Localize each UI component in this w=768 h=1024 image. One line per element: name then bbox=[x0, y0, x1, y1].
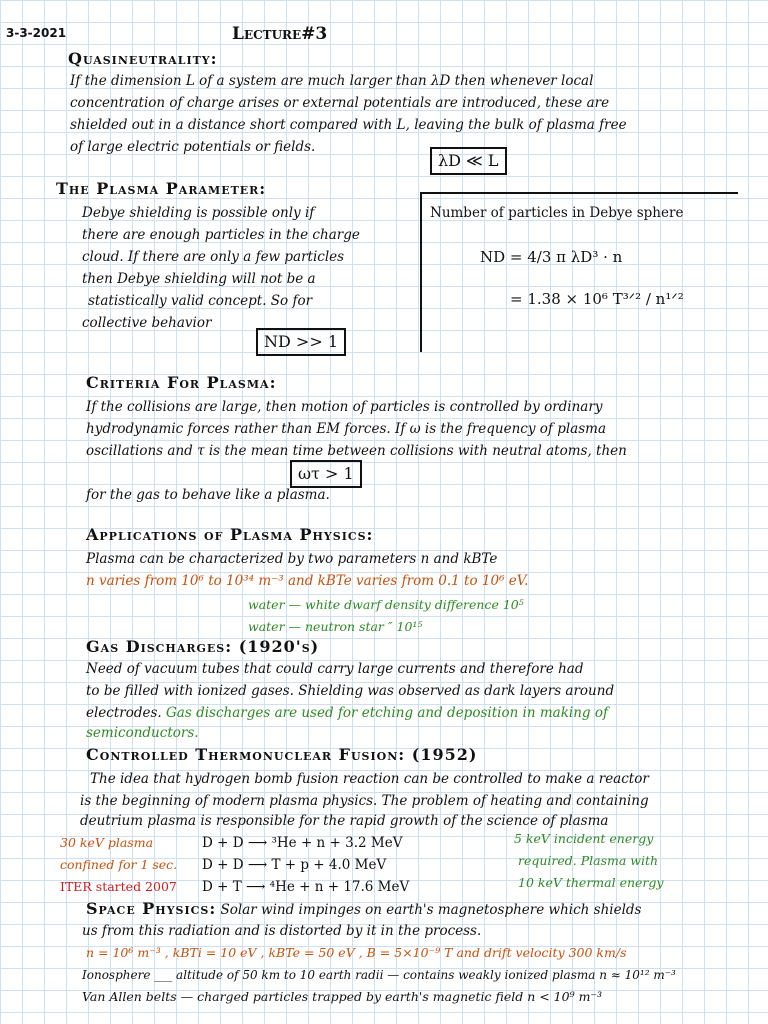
fusion-heading: Controlled Thermonuclear Fusion: (1952) bbox=[86, 745, 478, 764]
debye-sphere-title: Number of particles in Debye sphere bbox=[430, 205, 684, 221]
fusion-iter-note: ITER started 2007 bbox=[60, 879, 177, 894]
debye-sphere-box-top-border bbox=[420, 192, 738, 194]
quasi-line-3: shielded out in a distance short compared with L, leaving the bulk of plasma free bbox=[70, 117, 627, 133]
fusion-reaction-dt: D + T ⟶ ⁴He + n + 17.6 MeV bbox=[202, 879, 410, 895]
quasi-line-4: of large electric potentials or fields. bbox=[70, 139, 316, 155]
quasineutrality-heading: Quasineutrality: bbox=[68, 49, 218, 68]
space-physics-heading: Space Physics: bbox=[86, 899, 217, 918]
fusion-line-1: The idea that hydrogen bomb fusion reaction can be controlled to make a reactor bbox=[90, 771, 649, 787]
gas-line-4: semiconductors. bbox=[86, 725, 199, 741]
param-line-3: cloud. If there are only a few particles bbox=[82, 249, 345, 265]
debye-number-equation: ND = 4/3 π λD³ · n bbox=[480, 248, 623, 266]
gas-line-3 bbox=[86, 704, 608, 722]
ionosphere-line: Ionosphere ___ altitude of 50 km to 10 earth radii — contains weakly ionized plasma n ≈ 10¹² m⁻³ bbox=[82, 968, 676, 982]
param-line-5: statistically valid concept. So for bbox=[88, 293, 313, 309]
fusion-right-note-3: 10 keV thermal energy bbox=[518, 875, 664, 890]
gas-line-2: to be filled with ionized gases. Shielding was observed as dark layers around bbox=[86, 683, 615, 699]
applications-heading: Applications of Plasma Physics: bbox=[86, 525, 374, 544]
fusion-line-2: is the beginning of modern plasma physics. The problem of heating and containing bbox=[80, 793, 649, 809]
criteria-line-3: oscillations and τ is the mean time between collisions with neutral atoms, then bbox=[86, 443, 627, 459]
gas-line-3-green: Gas discharges are used for etching and deposition in making of bbox=[166, 705, 608, 721]
criteria-line-4: for the gas to behave like a plasma. bbox=[86, 487, 330, 503]
plasma-parameter-heading: The Plasma Parameter: bbox=[56, 179, 267, 198]
lecture-title: Lecture#3 bbox=[232, 24, 328, 44]
apps-white-dwarf-note: water — white dwarf density difference 10⁵ bbox=[248, 597, 524, 612]
fusion-left-note-2: confined for 1 sec. bbox=[60, 857, 178, 872]
param-line-6: collective behavior bbox=[82, 315, 212, 331]
fusion-right-note-1: 5 keV incident energy bbox=[514, 831, 654, 846]
param-line-1: Debye shielding is possible only if bbox=[82, 205, 315, 221]
fusion-left-note-1: 30 keV plasma bbox=[60, 835, 154, 850]
apps-line-2: n varies from 10⁶ to 10³⁴ m⁻³ and kBTe varies from 0.1 to 10⁶ eV. bbox=[86, 573, 529, 589]
gas-line-3-black: electrodes. bbox=[86, 705, 162, 721]
lecture-date: 3-3-2021 bbox=[6, 26, 67, 40]
space-line-1-text: Solar wind impinges on earth's magnetosphere which shields bbox=[220, 902, 642, 918]
gas-line-1: Need of vacuum tubes that could carry large currents and therefore had bbox=[86, 661, 584, 677]
collision-condition-box: ωτ > 1 bbox=[290, 460, 362, 488]
apps-neutron-star-note: water — neutron star ″ 10¹⁵ bbox=[248, 619, 423, 634]
debye-number-approx: = 1.38 × 10⁶ T³ᐟ² / n¹ᐟ² bbox=[510, 290, 684, 308]
space-parameters: n = 10⁶ m⁻³ , kBTi = 10 eV , kBTe = 50 eV , B = 5×10⁻⁹ T and drift velocity 300 km/s bbox=[86, 945, 627, 960]
fusion-reaction-dd-he: D + D ⟶ ³He + n + 3.2 MeV bbox=[202, 835, 403, 851]
fusion-right-note-2: required. Plasma with bbox=[518, 853, 659, 868]
param-line-2: there are enough particles in the charge bbox=[82, 227, 360, 243]
van-allen-line: Van Allen belts — charged particles trapped by earth's magnetic field n < 10⁹ m⁻³ bbox=[82, 989, 603, 1004]
space-line-2: us from this radiation and is distorted by it in the process. bbox=[82, 923, 482, 939]
debye-length-condition-box: λD ≪ L bbox=[430, 147, 507, 175]
criteria-heading: Criteria For Plasma: bbox=[86, 373, 277, 392]
param-line-4: then Debye shielding will not be a bbox=[82, 271, 316, 287]
fusion-line-3: deutrium plasma is responsible for the rapid growth of the science of plasma bbox=[80, 813, 609, 829]
debye-sphere-box-left-border bbox=[420, 192, 422, 352]
apps-line-1: Plasma can be characterized by two parameters n and kBTe bbox=[86, 551, 498, 567]
gas-discharges-heading: Gas Discharges: (1920's) bbox=[86, 637, 320, 656]
criteria-line-1: If the collisions are large, then motion of particles is controlled by ordinary bbox=[86, 399, 603, 415]
quasi-line-2: concentration of charge arises or external potentials are introduced, these are bbox=[70, 95, 610, 111]
space-line-1 bbox=[86, 900, 641, 919]
debye-number-condition-box: ND >> 1 bbox=[256, 328, 346, 356]
quasi-line-1: If the dimension L of a system are much larger than λD then whenever local bbox=[70, 73, 594, 89]
criteria-line-2: hydrodynamic forces rather than EM forces. If ω is the frequency of plasma bbox=[86, 421, 606, 437]
fusion-reaction-dd-t: D + D ⟶ T + p + 4.0 MeV bbox=[202, 857, 387, 873]
